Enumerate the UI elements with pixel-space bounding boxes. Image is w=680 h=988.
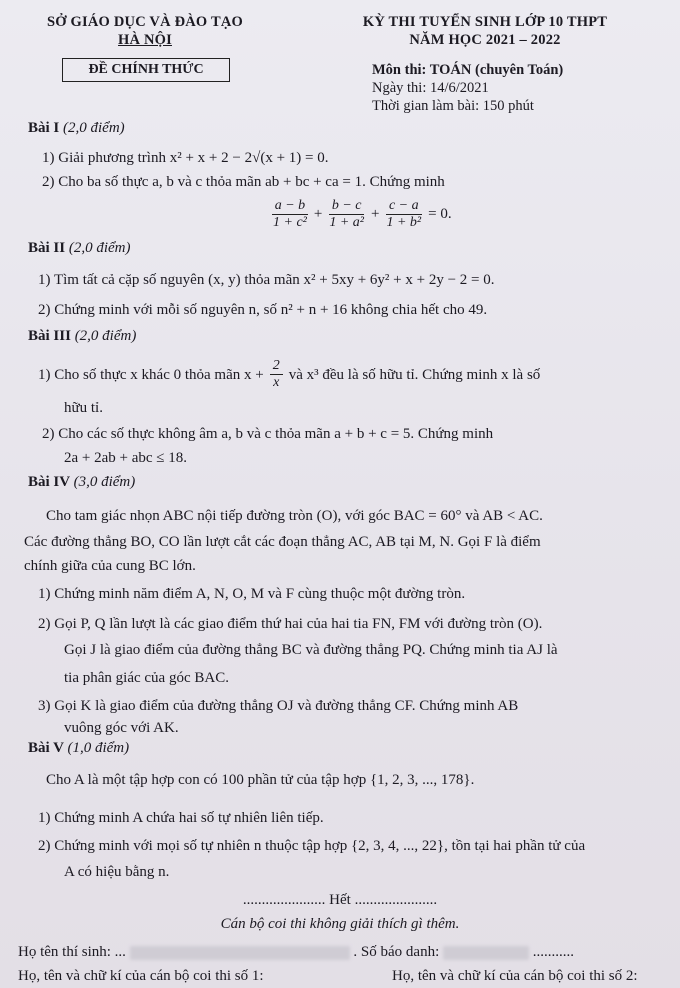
official-exam-box: ĐỀ CHÍNH THỨC — [62, 58, 230, 82]
section-4-problem-2-cont2: tia phân giác của góc BAC. — [64, 670, 229, 686]
section-1-equation: $\frac{a - b}{\text{1 + c²}}$ + $\frac{b - c}{\text{1 + a²}}$ + $\frac{c - a}{\text{1 + b²}}$ = 0. — [273, 198, 452, 230]
subject-line: Môn thi: TOÁN (chuyên Toán) — [372, 62, 564, 78]
section-4-problem-3: 3) Gọi K là giao điểm của đường thẳng OJ và đường thẳng CF. Chứng minh AB — [38, 698, 519, 714]
school-year: NĂM HỌC 2021 – 2022 — [409, 32, 561, 48]
redacted-name — [130, 946, 350, 960]
supervisor-1-signature: Họ, tên và chữ kí của cán bộ coi thi số 1: — [18, 968, 264, 984]
end-marker: ...................... Hết ...................... — [242, 892, 438, 908]
department-title: SỞ GIÁO DỤC VÀ ĐÀO TẠO — [46, 14, 243, 30]
section-4-problem-2: 2) Gọi P, Q lần lượt là các giao điểm thứ hai của hai tia FN, FM với đường tròn (O). — [38, 616, 543, 632]
exam-date: Ngày thi: 14/6/2021 — [372, 80, 489, 96]
section-4-intro-1: Cho tam giác nhọn ABC nội tiếp đường tròn (O), với góc BAC = 60° và AB < AC. — [46, 508, 543, 524]
section-5-intro: Cho A là một tập hợp con có 100 phần tử của tập hợp {1, 2, 3, ..., 178}. — [46, 772, 475, 788]
section-4-intro-3: chính giữa của cung BC lớn. — [24, 558, 196, 574]
section-2-problem-2: 2) Chứng minh với mỗi số nguyên n, số n² + n + 16 không chia hết cho 49. — [38, 302, 488, 318]
candidate-name-field: Họ tên thí sinh: ... . Số báo danh: ........... — [18, 944, 574, 960]
section-4-problem-1: 1) Chứng minh năm điểm A, N, O, M và F cùng thuộc một đường tròn. — [38, 586, 466, 602]
city-title: HÀ NỘI — [118, 32, 172, 48]
section-5-problem-2: 2) Chứng minh với mọi số tự nhiên n thuộc tập hợp {2, 3, 4, ..., 22}, tồn tại hai phần tử của — [38, 838, 586, 854]
section-4-problem-3-cont: vuông góc với AK. — [64, 720, 179, 736]
section-5-problem-2-cont: A có hiệu bằng n. — [64, 864, 170, 880]
section-2-problem-1: 1) Tìm tất cả cặp số nguyên (x, y) thỏa mãn x² + 5xy + 6y² + x + 2y − 2 = 0. — [38, 272, 495, 288]
redacted-number — [443, 946, 529, 960]
supervisor-2-signature: Họ, tên và chữ kí của cán bộ coi thi số 2: — [392, 968, 638, 984]
section-3-problem-1-cont: hữu tỉ. — [64, 400, 103, 416]
section-4-problem-2-cont: Gọi J là giao điểm của đường thẳng BC và đường thẳng PQ. Chứng minh tia AJ là — [64, 642, 558, 658]
section-3-problem-2: 2) Cho các số thực không âm a, b và c thỏa mãn a + b + c = 5. Chứng minh — [42, 426, 494, 442]
section-5-heading: Bài V (1,0 điểm) — [28, 740, 130, 756]
section-3-heading: Bài III (2,0 điểm) — [28, 328, 137, 344]
section-2-heading: Bài II (2,0 điểm) — [28, 240, 131, 256]
section-4-heading: Bài IV (3,0 điểm) — [28, 474, 136, 490]
section-1-problem-2: 2) Cho ba số thực a, b và c thỏa mãn ab + bc + ca = 1. Chứng minh — [42, 174, 445, 190]
exam-duration: Thời gian làm bài: 150 phút — [372, 98, 534, 114]
proctor-note: Cán bộ coi thi không giải thích gì thêm. — [220, 916, 460, 932]
section-5-problem-1: 1) Chứng minh A chứa hai số tự nhiên liên tiếp. — [38, 810, 324, 826]
section-3-problem-1: 1) Cho số thực x khác 0 thỏa mãn x + $\frac{2}{x}$ và x³ đều là số hữu tỉ. Chứng minh x là số — [38, 358, 541, 390]
section-1-problem-1: 1) Giải phương trình x² + x + 2 − 2√(x + 1) = 0. — [42, 150, 329, 166]
section-3-problem-2-cont: 2a + 2ab + abc ≤ 18. — [64, 450, 188, 466]
section-1-heading: Bài I (2,0 điểm) — [28, 120, 125, 136]
section-4-intro-2: Các đường thẳng BO, CO lần lượt cắt các đoạn thẳng AC, AB tại M, N. Gọi F là điểm — [24, 534, 541, 550]
exam-title: KỲ THI TUYỂN SINH LỚP 10 THPT — [362, 14, 608, 30]
